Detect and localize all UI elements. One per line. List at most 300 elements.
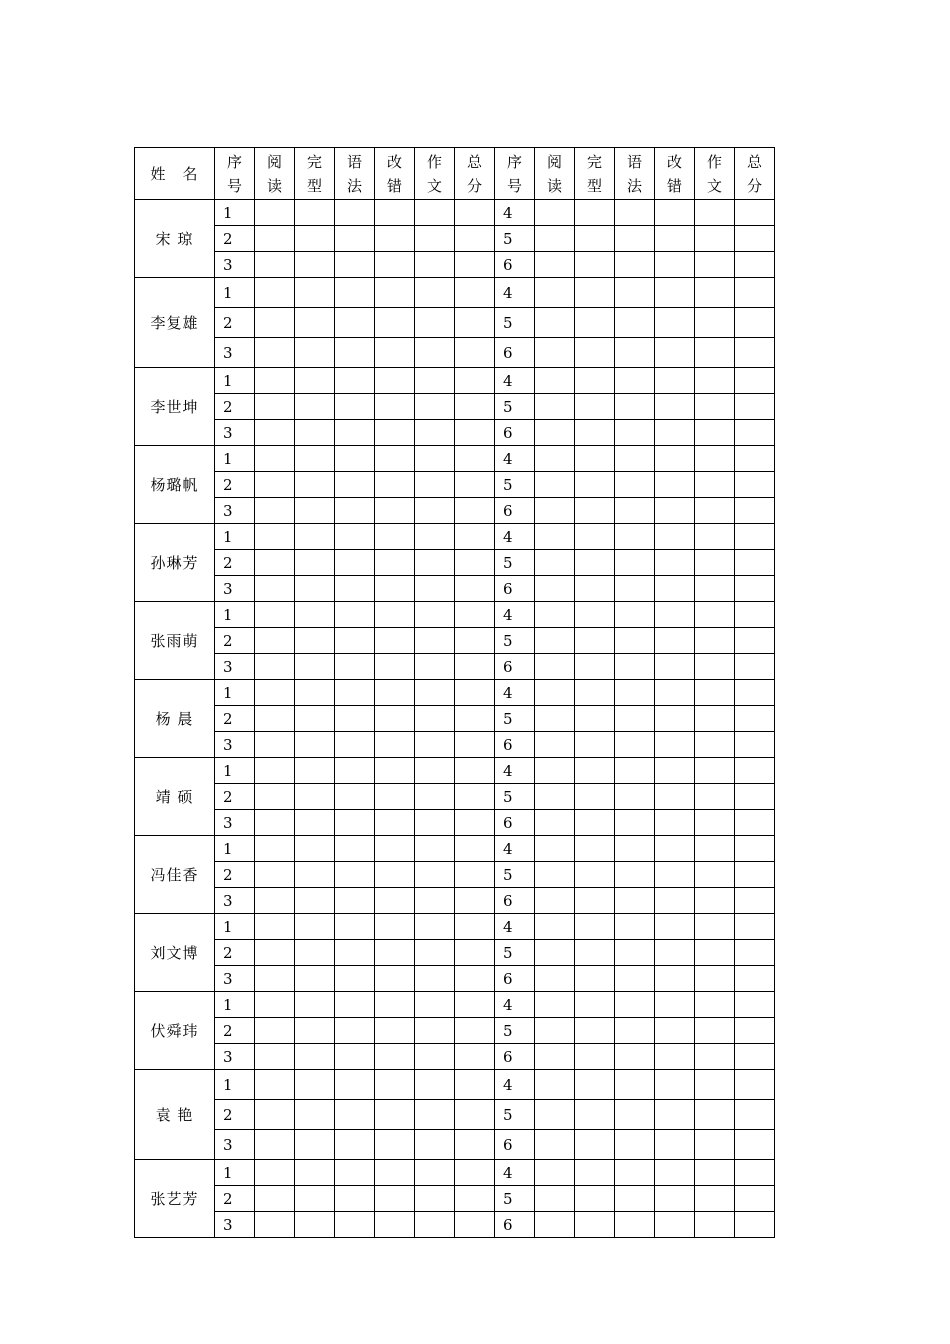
score-cell[interactable] bbox=[335, 992, 375, 1018]
score-cell[interactable] bbox=[735, 394, 775, 420]
score-cell[interactable] bbox=[615, 1044, 655, 1070]
score-cell[interactable] bbox=[375, 200, 415, 226]
score-cell[interactable] bbox=[295, 1070, 335, 1100]
score-cell[interactable] bbox=[655, 758, 695, 784]
score-cell[interactable] bbox=[295, 278, 335, 308]
score-cell[interactable] bbox=[735, 966, 775, 992]
score-cell[interactable] bbox=[535, 836, 575, 862]
score-cell[interactable] bbox=[735, 368, 775, 394]
score-cell[interactable] bbox=[655, 1018, 695, 1044]
score-cell[interactable] bbox=[375, 394, 415, 420]
score-cell[interactable] bbox=[295, 1212, 335, 1238]
score-cell[interactable] bbox=[735, 940, 775, 966]
score-cell[interactable] bbox=[255, 810, 295, 836]
score-cell[interactable] bbox=[695, 1186, 735, 1212]
score-cell[interactable] bbox=[255, 602, 295, 628]
score-cell[interactable] bbox=[335, 1130, 375, 1160]
score-cell[interactable] bbox=[415, 914, 455, 940]
score-cell[interactable] bbox=[735, 278, 775, 308]
score-cell[interactable] bbox=[575, 654, 615, 680]
score-cell[interactable] bbox=[615, 1186, 655, 1212]
score-cell[interactable] bbox=[655, 940, 695, 966]
score-cell[interactable] bbox=[415, 1018, 455, 1044]
score-cell[interactable] bbox=[535, 252, 575, 278]
score-cell[interactable] bbox=[655, 226, 695, 252]
score-cell[interactable] bbox=[415, 278, 455, 308]
score-cell[interactable] bbox=[655, 200, 695, 226]
score-cell[interactable] bbox=[455, 420, 495, 446]
score-cell[interactable] bbox=[535, 472, 575, 498]
score-cell[interactable] bbox=[415, 394, 455, 420]
score-cell[interactable] bbox=[375, 338, 415, 368]
score-cell[interactable] bbox=[615, 810, 655, 836]
score-cell[interactable] bbox=[575, 1100, 615, 1130]
score-cell[interactable] bbox=[735, 836, 775, 862]
score-cell[interactable] bbox=[255, 706, 295, 732]
score-cell[interactable] bbox=[335, 602, 375, 628]
score-cell[interactable] bbox=[535, 576, 575, 602]
score-cell[interactable] bbox=[415, 550, 455, 576]
score-cell[interactable] bbox=[295, 602, 335, 628]
score-cell[interactable] bbox=[535, 888, 575, 914]
score-cell[interactable] bbox=[335, 226, 375, 252]
score-cell[interactable] bbox=[575, 1160, 615, 1186]
score-cell[interactable] bbox=[255, 888, 295, 914]
score-cell[interactable] bbox=[655, 602, 695, 628]
score-cell[interactable] bbox=[415, 472, 455, 498]
score-cell[interactable] bbox=[615, 654, 655, 680]
score-cell[interactable] bbox=[615, 1070, 655, 1100]
score-cell[interactable] bbox=[335, 1018, 375, 1044]
score-cell[interactable] bbox=[575, 1212, 615, 1238]
score-cell[interactable] bbox=[695, 368, 735, 394]
score-cell[interactable] bbox=[375, 446, 415, 472]
score-cell[interactable] bbox=[575, 338, 615, 368]
score-cell[interactable] bbox=[375, 966, 415, 992]
score-cell[interactable] bbox=[655, 338, 695, 368]
score-cell[interactable] bbox=[455, 758, 495, 784]
score-cell[interactable] bbox=[375, 706, 415, 732]
score-cell[interactable] bbox=[575, 550, 615, 576]
score-cell[interactable] bbox=[535, 966, 575, 992]
score-cell[interactable] bbox=[535, 1100, 575, 1130]
score-cell[interactable] bbox=[535, 810, 575, 836]
score-cell[interactable] bbox=[535, 1160, 575, 1186]
score-cell[interactable] bbox=[535, 732, 575, 758]
score-cell[interactable] bbox=[335, 940, 375, 966]
score-cell[interactable] bbox=[255, 524, 295, 550]
score-cell[interactable] bbox=[615, 200, 655, 226]
score-cell[interactable] bbox=[255, 1212, 295, 1238]
score-cell[interactable] bbox=[255, 940, 295, 966]
score-cell[interactable] bbox=[615, 446, 655, 472]
score-cell[interactable] bbox=[335, 278, 375, 308]
score-cell[interactable] bbox=[655, 394, 695, 420]
score-cell[interactable] bbox=[375, 654, 415, 680]
score-cell[interactable] bbox=[655, 1212, 695, 1238]
score-cell[interactable] bbox=[655, 914, 695, 940]
score-cell[interactable] bbox=[255, 226, 295, 252]
score-cell[interactable] bbox=[615, 368, 655, 394]
score-cell[interactable] bbox=[735, 308, 775, 338]
score-cell[interactable] bbox=[655, 680, 695, 706]
score-cell[interactable] bbox=[695, 308, 735, 338]
score-cell[interactable] bbox=[295, 1044, 335, 1070]
score-cell[interactable] bbox=[735, 446, 775, 472]
score-cell[interactable] bbox=[695, 1100, 735, 1130]
score-cell[interactable] bbox=[535, 278, 575, 308]
score-cell[interactable] bbox=[575, 732, 615, 758]
score-cell[interactable] bbox=[695, 732, 735, 758]
score-cell[interactable] bbox=[255, 498, 295, 524]
score-cell[interactable] bbox=[375, 602, 415, 628]
score-cell[interactable] bbox=[655, 888, 695, 914]
score-cell[interactable] bbox=[455, 732, 495, 758]
score-cell[interactable] bbox=[535, 200, 575, 226]
score-cell[interactable] bbox=[535, 1130, 575, 1160]
score-cell[interactable] bbox=[655, 524, 695, 550]
score-cell[interactable] bbox=[455, 914, 495, 940]
score-cell[interactable] bbox=[735, 862, 775, 888]
score-cell[interactable] bbox=[695, 836, 735, 862]
score-cell[interactable] bbox=[455, 200, 495, 226]
score-cell[interactable] bbox=[535, 420, 575, 446]
score-cell[interactable] bbox=[655, 706, 695, 732]
score-cell[interactable] bbox=[535, 1044, 575, 1070]
score-cell[interactable] bbox=[415, 498, 455, 524]
score-cell[interactable] bbox=[575, 420, 615, 446]
score-cell[interactable] bbox=[335, 524, 375, 550]
score-cell[interactable] bbox=[695, 1070, 735, 1100]
score-cell[interactable] bbox=[535, 498, 575, 524]
score-cell[interactable] bbox=[695, 420, 735, 446]
score-cell[interactable] bbox=[535, 862, 575, 888]
score-cell[interactable] bbox=[535, 914, 575, 940]
score-cell[interactable] bbox=[415, 420, 455, 446]
score-cell[interactable] bbox=[735, 1130, 775, 1160]
score-cell[interactable] bbox=[335, 784, 375, 810]
score-cell[interactable] bbox=[735, 420, 775, 446]
score-cell[interactable] bbox=[335, 1186, 375, 1212]
score-cell[interactable] bbox=[575, 524, 615, 550]
score-cell[interactable] bbox=[255, 1100, 295, 1130]
score-cell[interactable] bbox=[375, 836, 415, 862]
score-cell[interactable] bbox=[375, 888, 415, 914]
score-cell[interactable] bbox=[455, 1070, 495, 1100]
score-cell[interactable] bbox=[655, 1186, 695, 1212]
score-cell[interactable] bbox=[695, 524, 735, 550]
score-cell[interactable] bbox=[735, 576, 775, 602]
score-cell[interactable] bbox=[615, 1018, 655, 1044]
score-cell[interactable] bbox=[695, 200, 735, 226]
score-cell[interactable] bbox=[735, 226, 775, 252]
score-cell[interactable] bbox=[615, 338, 655, 368]
score-cell[interactable] bbox=[295, 1100, 335, 1130]
score-cell[interactable] bbox=[575, 308, 615, 338]
score-cell[interactable] bbox=[655, 420, 695, 446]
score-cell[interactable] bbox=[615, 940, 655, 966]
score-cell[interactable] bbox=[295, 576, 335, 602]
score-cell[interactable] bbox=[655, 252, 695, 278]
score-cell[interactable] bbox=[295, 394, 335, 420]
score-cell[interactable] bbox=[255, 862, 295, 888]
score-cell[interactable] bbox=[335, 680, 375, 706]
score-cell[interactable] bbox=[695, 550, 735, 576]
score-cell[interactable] bbox=[455, 992, 495, 1018]
score-cell[interactable] bbox=[375, 1018, 415, 1044]
score-cell[interactable] bbox=[375, 992, 415, 1018]
score-cell[interactable] bbox=[575, 394, 615, 420]
score-cell[interactable] bbox=[415, 252, 455, 278]
score-cell[interactable] bbox=[455, 576, 495, 602]
score-cell[interactable] bbox=[295, 498, 335, 524]
score-cell[interactable] bbox=[335, 862, 375, 888]
score-cell[interactable] bbox=[335, 550, 375, 576]
score-cell[interactable] bbox=[455, 1130, 495, 1160]
score-cell[interactable] bbox=[375, 758, 415, 784]
score-cell[interactable] bbox=[375, 1160, 415, 1186]
score-cell[interactable] bbox=[575, 498, 615, 524]
score-cell[interactable] bbox=[335, 836, 375, 862]
score-cell[interactable] bbox=[655, 550, 695, 576]
score-cell[interactable] bbox=[295, 1160, 335, 1186]
score-cell[interactable] bbox=[615, 550, 655, 576]
score-cell[interactable] bbox=[375, 1070, 415, 1100]
score-cell[interactable] bbox=[455, 1186, 495, 1212]
score-cell[interactable] bbox=[415, 966, 455, 992]
score-cell[interactable] bbox=[575, 1130, 615, 1160]
score-cell[interactable] bbox=[535, 1070, 575, 1100]
score-cell[interactable] bbox=[295, 784, 335, 810]
score-cell[interactable] bbox=[695, 758, 735, 784]
score-cell[interactable] bbox=[695, 706, 735, 732]
score-cell[interactable] bbox=[695, 940, 735, 966]
score-cell[interactable] bbox=[735, 680, 775, 706]
score-cell[interactable] bbox=[255, 1044, 295, 1070]
score-cell[interactable] bbox=[695, 862, 735, 888]
score-cell[interactable] bbox=[695, 654, 735, 680]
score-cell[interactable] bbox=[335, 368, 375, 394]
score-cell[interactable] bbox=[415, 732, 455, 758]
score-cell[interactable] bbox=[295, 420, 335, 446]
score-cell[interactable] bbox=[655, 308, 695, 338]
score-cell[interactable] bbox=[415, 992, 455, 1018]
score-cell[interactable] bbox=[335, 308, 375, 338]
score-cell[interactable] bbox=[575, 278, 615, 308]
score-cell[interactable] bbox=[535, 706, 575, 732]
score-cell[interactable] bbox=[695, 888, 735, 914]
score-cell[interactable] bbox=[695, 914, 735, 940]
score-cell[interactable] bbox=[415, 654, 455, 680]
score-cell[interactable] bbox=[535, 446, 575, 472]
score-cell[interactable] bbox=[375, 472, 415, 498]
score-cell[interactable] bbox=[255, 784, 295, 810]
score-cell[interactable] bbox=[695, 602, 735, 628]
score-cell[interactable] bbox=[455, 524, 495, 550]
score-cell[interactable] bbox=[415, 706, 455, 732]
score-cell[interactable] bbox=[335, 914, 375, 940]
score-cell[interactable] bbox=[255, 1186, 295, 1212]
score-cell[interactable] bbox=[695, 338, 735, 368]
score-cell[interactable] bbox=[415, 524, 455, 550]
score-cell[interactable] bbox=[655, 576, 695, 602]
score-cell[interactable] bbox=[255, 966, 295, 992]
score-cell[interactable] bbox=[735, 498, 775, 524]
score-cell[interactable] bbox=[615, 914, 655, 940]
score-cell[interactable] bbox=[575, 784, 615, 810]
score-cell[interactable] bbox=[735, 602, 775, 628]
score-cell[interactable] bbox=[655, 1160, 695, 1186]
score-cell[interactable] bbox=[735, 1212, 775, 1238]
score-cell[interactable] bbox=[455, 628, 495, 654]
score-cell[interactable] bbox=[455, 338, 495, 368]
score-cell[interactable] bbox=[695, 394, 735, 420]
score-cell[interactable] bbox=[615, 226, 655, 252]
score-cell[interactable] bbox=[535, 226, 575, 252]
score-cell[interactable] bbox=[415, 200, 455, 226]
score-cell[interactable] bbox=[335, 420, 375, 446]
score-cell[interactable] bbox=[415, 1130, 455, 1160]
score-cell[interactable] bbox=[255, 200, 295, 226]
score-cell[interactable] bbox=[255, 732, 295, 758]
score-cell[interactable] bbox=[575, 1186, 615, 1212]
score-cell[interactable] bbox=[375, 550, 415, 576]
score-cell[interactable] bbox=[615, 252, 655, 278]
score-cell[interactable] bbox=[655, 278, 695, 308]
score-cell[interactable] bbox=[615, 732, 655, 758]
score-cell[interactable] bbox=[375, 1186, 415, 1212]
score-cell[interactable] bbox=[295, 732, 335, 758]
score-cell[interactable] bbox=[255, 836, 295, 862]
score-cell[interactable] bbox=[735, 914, 775, 940]
score-cell[interactable] bbox=[575, 1044, 615, 1070]
score-cell[interactable] bbox=[415, 368, 455, 394]
score-cell[interactable] bbox=[255, 446, 295, 472]
score-cell[interactable] bbox=[655, 368, 695, 394]
score-cell[interactable] bbox=[375, 576, 415, 602]
score-cell[interactable] bbox=[255, 278, 295, 308]
score-cell[interactable] bbox=[415, 940, 455, 966]
score-cell[interactable] bbox=[335, 252, 375, 278]
score-cell[interactable] bbox=[535, 394, 575, 420]
score-cell[interactable] bbox=[455, 940, 495, 966]
score-cell[interactable] bbox=[335, 498, 375, 524]
score-cell[interactable] bbox=[335, 810, 375, 836]
score-cell[interactable] bbox=[695, 252, 735, 278]
score-cell[interactable] bbox=[695, 1160, 735, 1186]
score-cell[interactable] bbox=[575, 966, 615, 992]
score-cell[interactable] bbox=[655, 498, 695, 524]
score-cell[interactable] bbox=[415, 628, 455, 654]
score-cell[interactable] bbox=[375, 862, 415, 888]
score-cell[interactable] bbox=[335, 446, 375, 472]
score-cell[interactable] bbox=[255, 914, 295, 940]
score-cell[interactable] bbox=[655, 992, 695, 1018]
score-cell[interactable] bbox=[615, 576, 655, 602]
score-cell[interactable] bbox=[735, 1160, 775, 1186]
score-cell[interactable] bbox=[615, 862, 655, 888]
score-cell[interactable] bbox=[255, 472, 295, 498]
score-cell[interactable] bbox=[655, 732, 695, 758]
score-cell[interactable] bbox=[655, 862, 695, 888]
score-cell[interactable] bbox=[255, 550, 295, 576]
score-cell[interactable] bbox=[415, 680, 455, 706]
score-cell[interactable] bbox=[295, 758, 335, 784]
score-cell[interactable] bbox=[375, 368, 415, 394]
score-cell[interactable] bbox=[615, 394, 655, 420]
score-cell[interactable] bbox=[375, 524, 415, 550]
score-cell[interactable] bbox=[415, 338, 455, 368]
score-cell[interactable] bbox=[535, 1212, 575, 1238]
score-cell[interactable] bbox=[695, 472, 735, 498]
score-cell[interactable] bbox=[415, 1100, 455, 1130]
score-cell[interactable] bbox=[575, 888, 615, 914]
score-cell[interactable] bbox=[615, 1100, 655, 1130]
score-cell[interactable] bbox=[255, 338, 295, 368]
score-cell[interactable] bbox=[455, 1018, 495, 1044]
score-cell[interactable] bbox=[295, 550, 335, 576]
score-cell[interactable] bbox=[535, 368, 575, 394]
score-cell[interactable] bbox=[615, 278, 655, 308]
score-cell[interactable] bbox=[735, 1070, 775, 1100]
score-cell[interactable] bbox=[295, 368, 335, 394]
score-cell[interactable] bbox=[575, 862, 615, 888]
score-cell[interactable] bbox=[535, 338, 575, 368]
score-cell[interactable] bbox=[455, 278, 495, 308]
score-cell[interactable] bbox=[375, 1100, 415, 1130]
score-cell[interactable] bbox=[295, 1130, 335, 1160]
score-cell[interactable] bbox=[695, 1044, 735, 1070]
score-cell[interactable] bbox=[455, 836, 495, 862]
score-cell[interactable] bbox=[735, 1044, 775, 1070]
score-cell[interactable] bbox=[655, 472, 695, 498]
score-cell[interactable] bbox=[295, 810, 335, 836]
score-cell[interactable] bbox=[575, 628, 615, 654]
score-cell[interactable] bbox=[695, 1018, 735, 1044]
score-cell[interactable] bbox=[615, 524, 655, 550]
score-cell[interactable] bbox=[655, 966, 695, 992]
score-cell[interactable] bbox=[455, 226, 495, 252]
score-cell[interactable] bbox=[255, 368, 295, 394]
score-cell[interactable] bbox=[255, 654, 295, 680]
score-cell[interactable] bbox=[735, 200, 775, 226]
score-cell[interactable] bbox=[335, 1212, 375, 1238]
score-cell[interactable] bbox=[575, 368, 615, 394]
score-cell[interactable] bbox=[255, 1018, 295, 1044]
score-cell[interactable] bbox=[335, 472, 375, 498]
score-cell[interactable] bbox=[375, 1044, 415, 1070]
score-cell[interactable] bbox=[575, 446, 615, 472]
score-cell[interactable] bbox=[375, 1212, 415, 1238]
score-cell[interactable] bbox=[695, 498, 735, 524]
score-cell[interactable] bbox=[655, 836, 695, 862]
score-cell[interactable] bbox=[295, 888, 335, 914]
score-cell[interactable] bbox=[735, 706, 775, 732]
score-cell[interactable] bbox=[535, 654, 575, 680]
score-cell[interactable] bbox=[335, 732, 375, 758]
score-cell[interactable] bbox=[535, 1018, 575, 1044]
score-cell[interactable] bbox=[535, 758, 575, 784]
score-cell[interactable] bbox=[415, 576, 455, 602]
score-cell[interactable] bbox=[335, 1044, 375, 1070]
score-cell[interactable] bbox=[615, 784, 655, 810]
score-cell[interactable] bbox=[415, 1070, 455, 1100]
score-cell[interactable] bbox=[615, 758, 655, 784]
score-cell[interactable] bbox=[575, 914, 615, 940]
score-cell[interactable] bbox=[255, 628, 295, 654]
score-cell[interactable] bbox=[735, 810, 775, 836]
score-cell[interactable] bbox=[255, 420, 295, 446]
